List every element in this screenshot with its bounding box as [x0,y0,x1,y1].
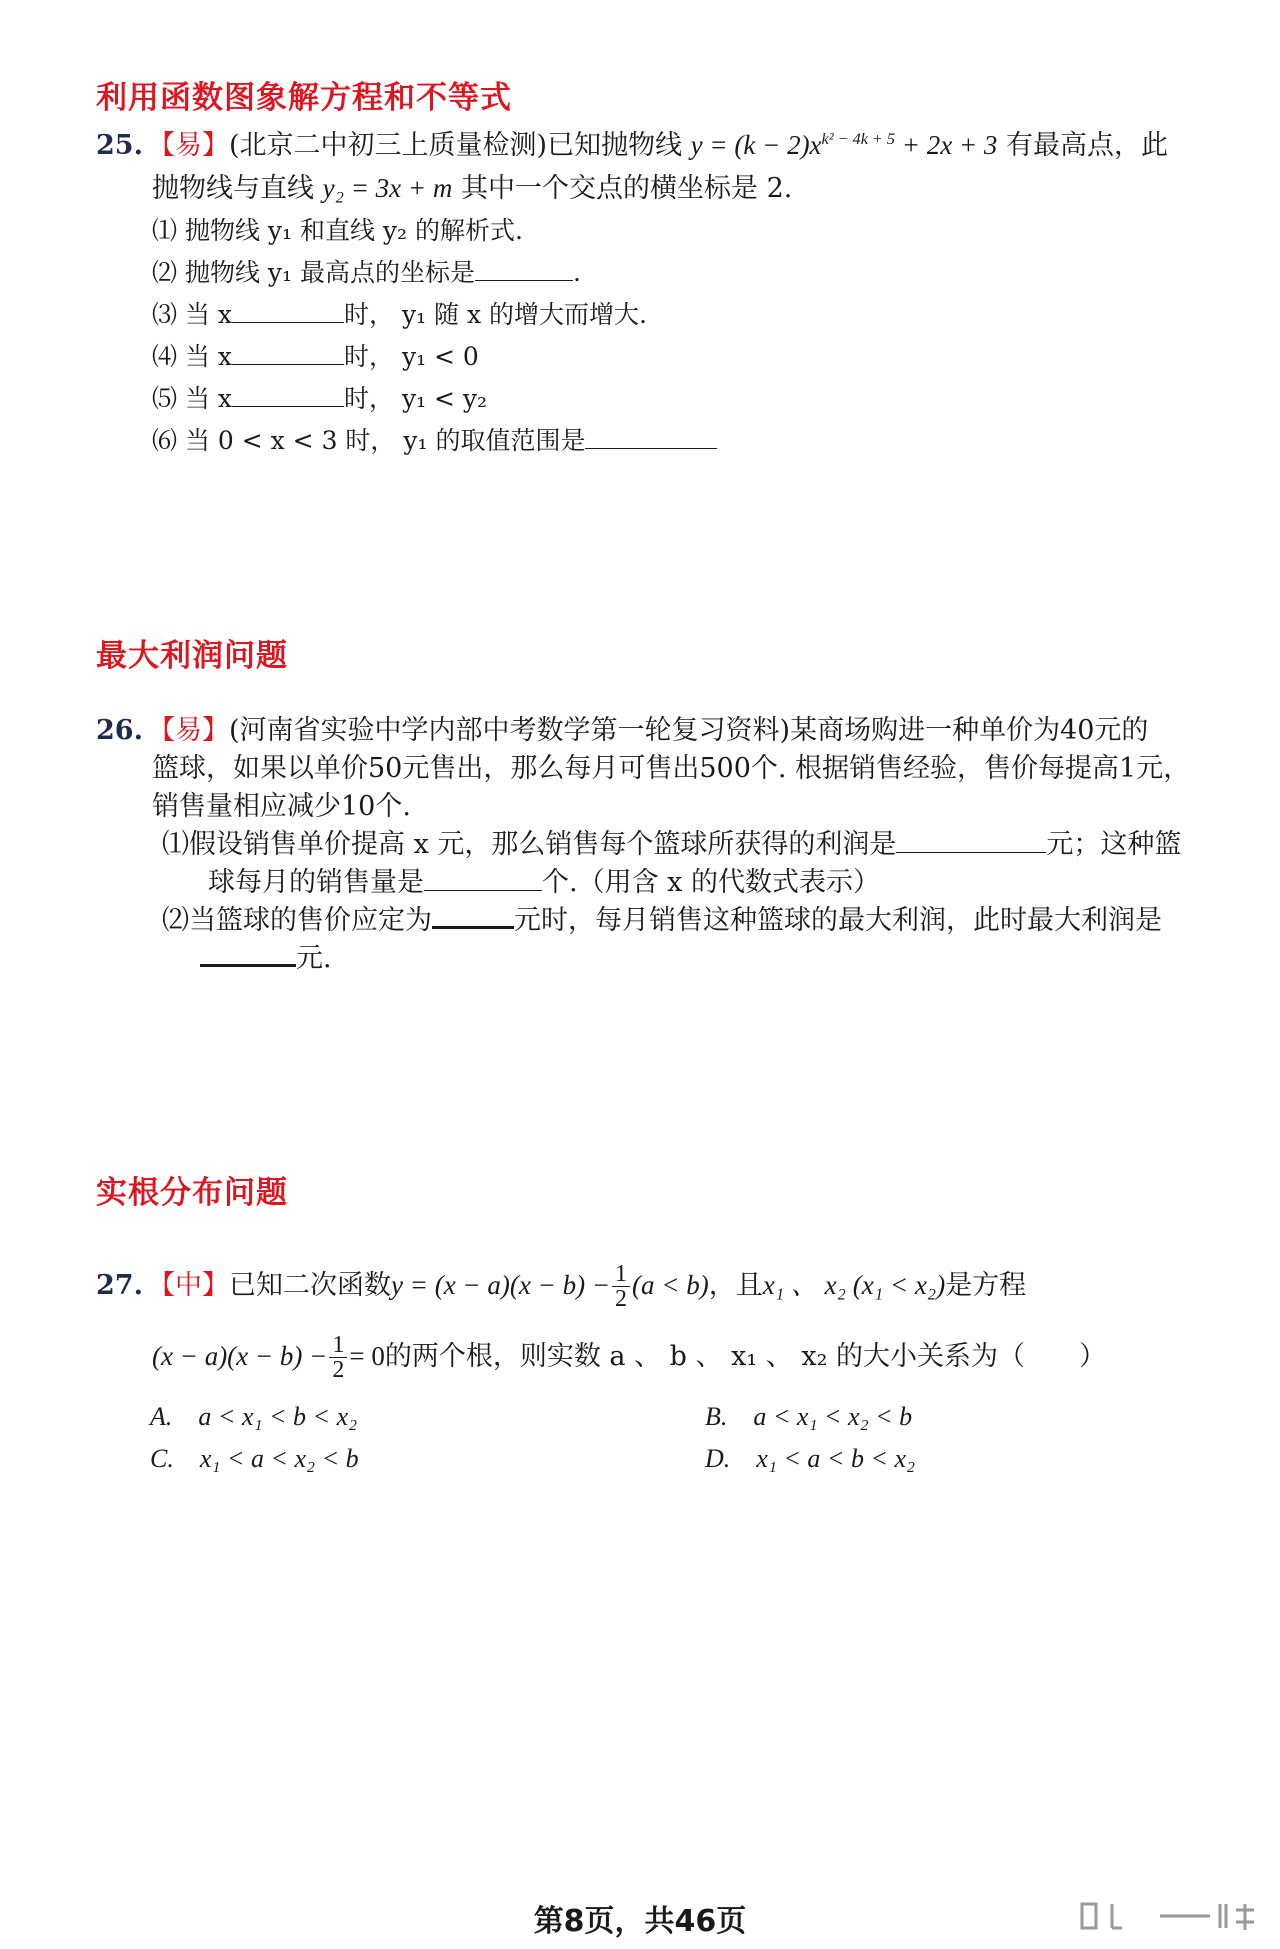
sub-question-2-cont: 元. [96,940,1196,978]
problem-26 [96,712,1196,978]
problem-source: (北京二中初三上质量检测)已知抛物线 [229,130,683,161]
option-d[interactable]: D. x₁ < a < b < x₂ [705,1444,916,1473]
problem-text: 销售量相应减少10个. [152,791,411,822]
option-c[interactable]: C. x₁ < a < x₂ < b [150,1444,359,1473]
answer-blank[interactable] [475,256,573,281]
problem-27 [96,1250,1196,1392]
answer-blank[interactable] [232,298,344,323]
difficulty-tag: 【易】 [148,715,229,746]
answer-blank[interactable] [585,424,717,449]
problem-text: 是方程 [945,1270,1027,1301]
problem-text: 有最高点，此 [1006,130,1169,161]
watermark-icon [1040,1900,1260,1934]
answer-blank[interactable] [432,902,514,929]
sub-question-1: ⑴ 抛物线 y₁ 和直线 y₂ 的解析式. [152,216,523,245]
problem-text: 其中一个交点的横坐标是 2. [460,173,793,204]
difficulty-tag: 【中】 [148,1270,229,1301]
answer-blank[interactable] [200,940,296,967]
sub-question-2: ⑵当篮球的售价应定为 元时，每月销售这种篮球的最大利润，此时最大利润是 [96,902,1196,940]
section-title: 利用函数图象解方程和不等式 [96,80,512,116]
line-equation: y₂ = 3x + m [322,173,453,203]
section-title: 最大利润问题 [96,638,288,674]
problem-number: 27. [96,1270,143,1301]
option-a[interactable]: A. a < x₁ < b < x₂ [150,1402,358,1431]
condition: (a < b) [632,1270,709,1300]
sub-question-4: ⑷ 当 x 时， y₁ < 0 [152,342,479,371]
answer-blank[interactable] [424,866,542,891]
quadratic-function: y = (x − a)(x − b) − [391,1270,611,1300]
sub-question-2: ⑵ 抛物线 y₁ 最高点的坐标是 . [152,258,581,287]
problem-text: (河南省实验中学内部中考数学第一轮复习资料)某商场购进一种单价为40元的 [229,715,1149,746]
equation: (x − a)(x − b) − [152,1341,328,1371]
problem-text: ，且 [708,1270,763,1301]
sub-question-1-cont: 球每月的销售量是 个.（用含 x 的代数式表示） [208,867,880,898]
option-b[interactable]: B. a < x₁ < x₂ < b [705,1402,913,1431]
problem-text: 篮球，如果以单价50元售出，那么每月可售出500个. 根据销售经验，售价每提高1元， [152,753,1191,784]
sub-question-5: ⑸ 当 x 时， y₁ < y₂ [152,384,488,413]
difficulty-tag: 【易】 [148,130,229,161]
problem-number: 26. [96,715,143,746]
problem-number: 25. [96,130,143,161]
answer-blank[interactable] [896,828,1046,853]
problem-text: 的两个根，则实数 a 、 b 、 x₁ 、 x₂ 的大小关系为（ ） [384,1341,1106,1372]
parabola-equation: $y = (k - 2)x^{k^2 - 4k + 5} + 2x + 3$ [690,130,998,160]
sub-question-3: ⑶ 当 x 时， y₁ 随 x 的增大而增大. [152,300,647,329]
fraction-half: $\frac{1}{2}$ [329,1333,347,1382]
problem-text: 已知二次函数 [229,1270,391,1301]
answer-blank[interactable] [232,340,344,365]
roots: x₁ 、 x₂ (x₁ < x₂) [762,1270,946,1300]
fraction-half: $\frac{1}{2}$ [612,1262,630,1311]
section-title: 实根分布问题 [96,1175,288,1211]
sub-question-6: ⑹ 当 0 < x < 3 时， y₁ 的取值范围是 [152,420,1196,462]
equation-tail: = 0 [349,1341,385,1371]
sub-question-1: ⑴假设销售单价提高 x 元，那么销售每个篮球所获得的利润是 元；这种篮 [162,829,1182,860]
problem-25 [96,118,1196,462]
answer-blank[interactable] [232,382,344,407]
page-footer: 第8页，共46页 [533,1904,747,1939]
problem-text: 抛物线与直线 [152,173,314,204]
